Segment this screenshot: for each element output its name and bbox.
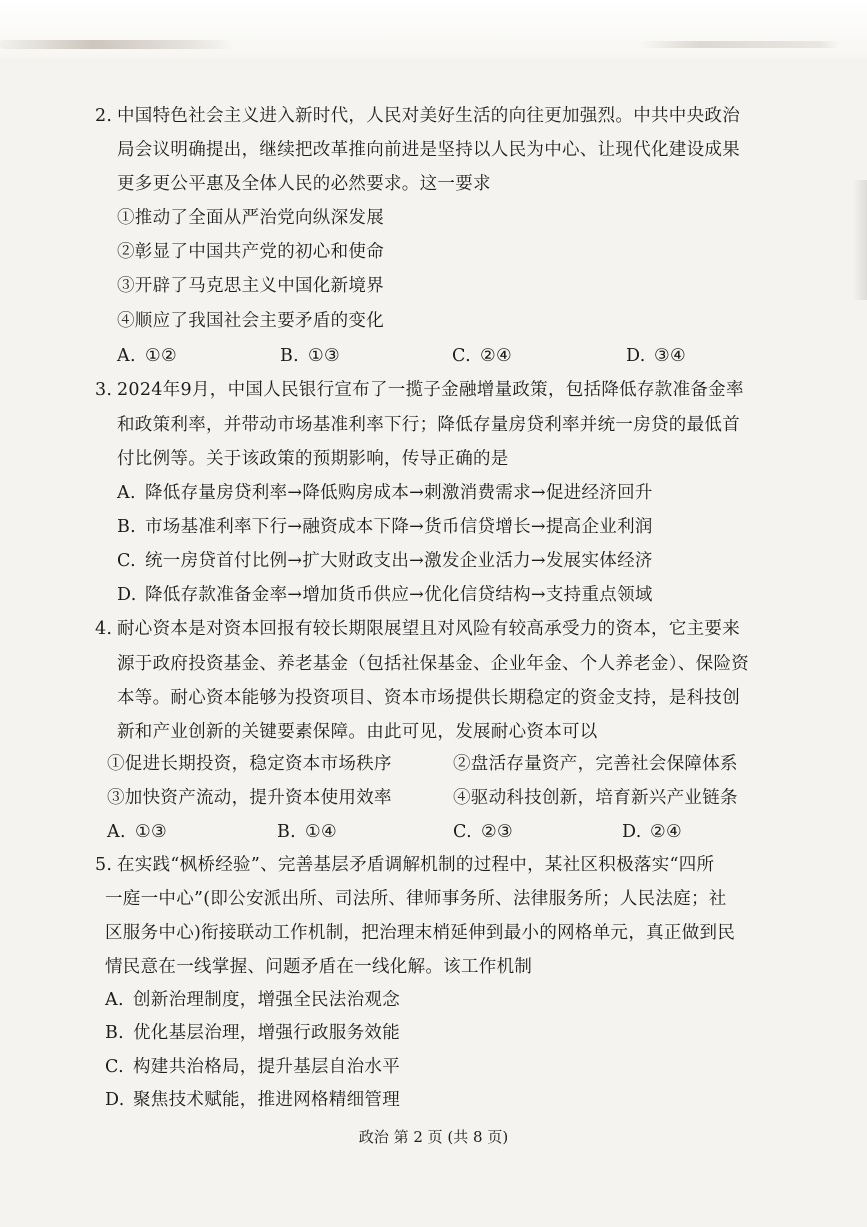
option-b: B. ①③: [280, 346, 340, 366]
question-stem-line: 区服务中心)衔接联动工作机制，把治理末梢延伸到最小的网格单元，真正做到民: [105, 923, 736, 943]
page-footer: 政治 第 2 页 (共 8 页): [358, 1128, 509, 1146]
statement: ①推动了全面从严治党向纵深发展: [117, 208, 384, 228]
question-number: 4.: [95, 619, 113, 639]
statement: ③开辟了马克思主义中国化新境界: [117, 276, 384, 296]
option-b: B. ①④: [277, 822, 337, 842]
option-c: C. 构建共治格局，提升基层自治水平: [105, 1057, 400, 1077]
option-a: A. 创新治理制度，增强全民法治观念: [105, 990, 400, 1010]
option-c: C. ②④: [452, 346, 512, 366]
scan-top-margin: [0, 0, 867, 58]
option-d: D. ③④: [626, 346, 686, 366]
option-b: B. 市场基准利率下行→融资成本下降→货币信贷增长→提高企业利润: [117, 517, 653, 537]
question-stem-line: 情民意在一线掌握、问题矛盾在一线化解。该工作机制: [105, 957, 533, 977]
option-c: C. ②③: [453, 822, 513, 842]
option-a: A. 降低存量房贷利率→降低购房成本→刺激消费需求→促进经济回升: [117, 483, 653, 503]
option-d: D. 聚焦技术赋能，推进网格精细管理: [105, 1090, 400, 1110]
question-stem-line: 3. 2024年9月，中国人民银行宣布了一揽子金融增量政策，包括降低存款准备金率: [95, 380, 744, 400]
question-stem-line: 本等。耐心资本能够为投资项目、资本市场提供长期稳定的资金支持，是科技创: [117, 688, 740, 708]
statement: ④顺应了我国社会主要矛盾的变化: [117, 311, 384, 331]
question-stem-line: 2. 中国特色社会主义进入新时代，人民对美好生活的向往更加强烈。中共中央政治: [95, 106, 740, 126]
question-stem-line: 一庭一中心”(即公安派出所、司法所、律师事务所、法律服务所；人民法庭；社: [105, 889, 727, 909]
question-stem-line: 新和产业创新的关键要素保障。由此可见，发展耐心资本可以: [117, 722, 598, 742]
scan-edge-shadow-right: [640, 41, 840, 48]
option-d: D. 降低存款准备金率→增加货币供应→优化信贷结构→支持重点领域: [117, 585, 653, 605]
option-a: A. ①②: [117, 346, 177, 366]
statement: ②盘活存量资产，完善社会保障体系: [453, 754, 738, 774]
question-number: 5.: [95, 855, 113, 875]
scan-edge-shadow-side: [853, 180, 867, 300]
option-b: B. 优化基层治理，增强行政服务效能: [105, 1023, 400, 1043]
question-stem-line: 付比例等。关于该政策的预期影响，传导正确的是: [117, 449, 509, 469]
question-stem-line: 和政策利率，并带动市场基准利率下行；降低存量房贷利率并统一房贷的最低首: [117, 415, 740, 435]
statement: ④驱动科技创新，培育新兴产业链条: [453, 788, 738, 808]
question-number: 3.: [95, 380, 113, 400]
option-c: C. 统一房贷首付比例→扩大财政支出→激发企业活力→发展实体经济: [117, 551, 653, 571]
question-stem-line: 4. 耐心资本是对资本回报有较长期限展望且对风险有较高承受力的资本，它主要来: [95, 619, 740, 639]
scan-edge-shadow-left: [0, 40, 235, 49]
question-number: 2.: [95, 106, 113, 126]
question-stem-line: 5. 在实践“枫桥经验”、完善基层矛盾调解机制的过程中，某社区积极落实“四所: [95, 855, 715, 875]
statement: ③加快资产流动，提升资本使用效率: [107, 788, 392, 808]
question-stem-line: 局会议明确提出，继续把改革推向前进是坚持以人民为中心、让现代化建设成果: [117, 140, 740, 160]
statement: ②彰显了中国共产党的初心和使命: [117, 242, 384, 262]
option-d: D. ②④: [622, 822, 682, 842]
option-a: A. ①③: [107, 822, 167, 842]
statement: ①促进长期投资，稳定资本市场秩序: [107, 754, 392, 774]
question-stem-line: 源于政府投资基金、养老基金（包括社保基金、企业年金、个人养老金）、保险资: [117, 654, 750, 674]
question-stem-line: 更多更公平惠及全体人民的必然要求。这一要求: [117, 174, 491, 194]
